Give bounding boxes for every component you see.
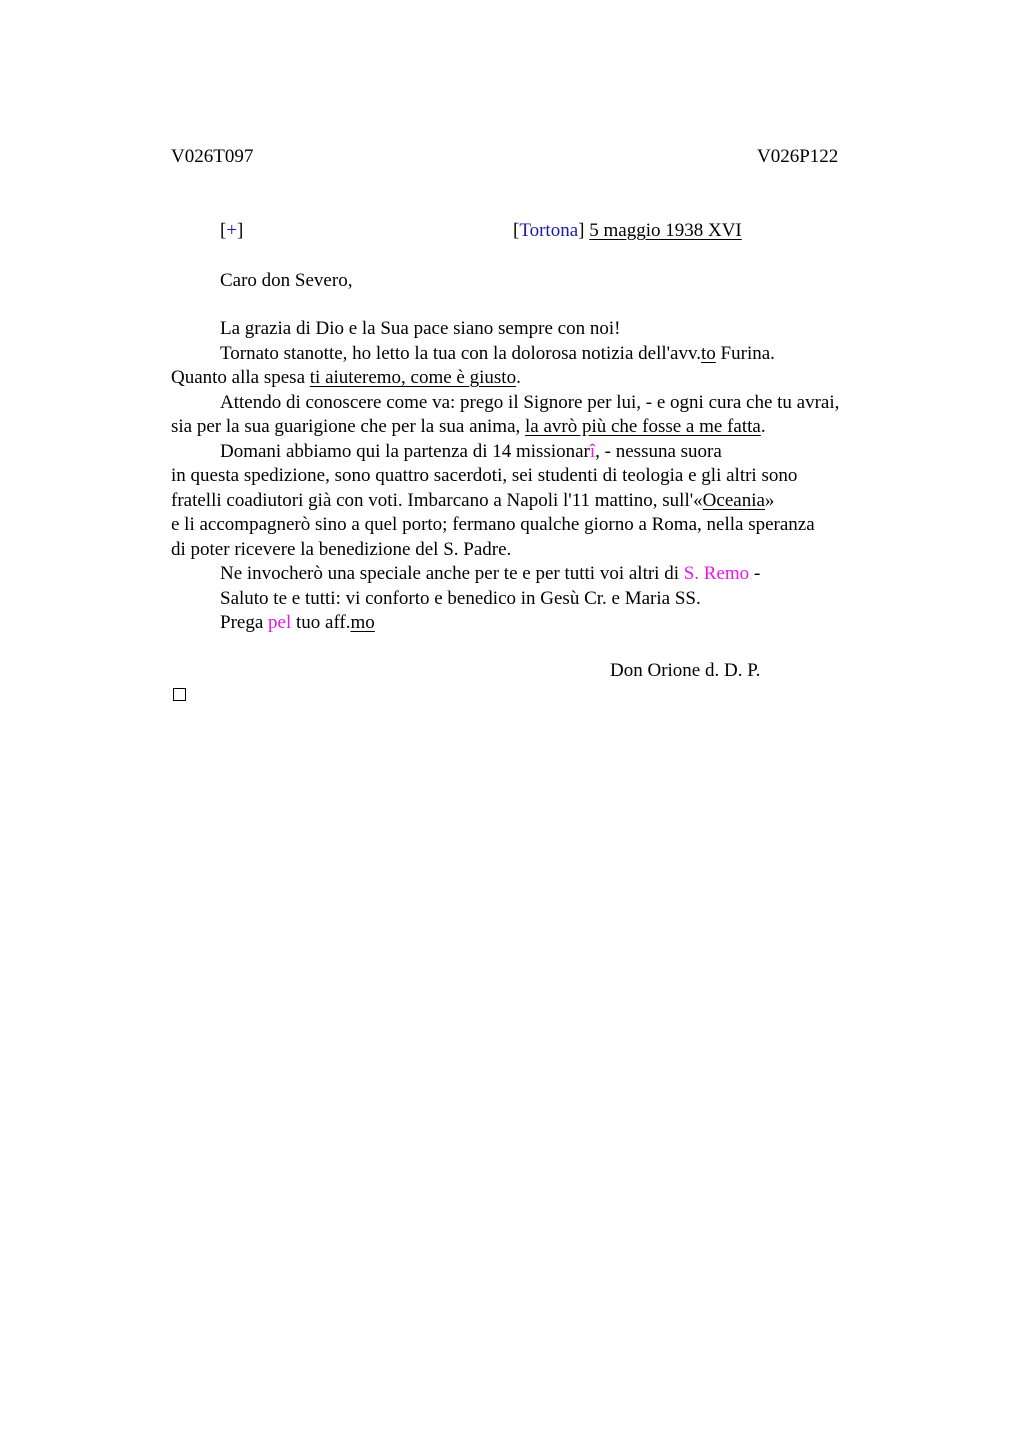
body-line-3-end: . (516, 367, 521, 388)
body-line-10: di poter ricevere la benedizione del S. Padre. (171, 539, 512, 560)
body-line-6-text: Domani abbiamo qui la partenza di 14 missionar (220, 441, 590, 462)
underlined-phrase: la avrò più che fosse a me fatta (525, 416, 761, 437)
body-line-13-text: Prega (220, 612, 269, 633)
signature: Don Orione d. D. P. (610, 660, 761, 681)
body-line-13 (220, 611, 375, 635)
document-code-left: V026T097 (171, 146, 254, 167)
place-date-line: [Tortona] 5 maggio 1938 XVI (513, 220, 742, 241)
place-name-highlight: S. Remo (683, 563, 750, 584)
body-line-5-end: . (760, 416, 766, 437)
body-line-11-end: - (749, 563, 761, 584)
body-line-3 (171, 366, 521, 390)
body-line-11 (220, 562, 760, 586)
body-line-1: La grazia di Dio e la Sua pace siano sempre con noi! (220, 318, 621, 339)
body-line-3-text: Quanto alla spesa (171, 367, 310, 388)
body-line-2-text: Tornato stanotte, ho letto la tua con la dolorosa notizia dell'avv. (220, 343, 702, 364)
body-line-5 (171, 415, 766, 439)
body-line-4: Attendo di conoscere come va: prego il Signore per lui, - e ogni cura che tu avrai, (220, 392, 840, 413)
body-line-2 (220, 342, 775, 366)
letter-date: 5 maggio 1938 XVI (589, 220, 742, 241)
body-line-2-end: Furina. (715, 343, 775, 364)
body-line-5-text: sia per la sua guarigione che per la sua anima, (171, 416, 525, 437)
underlined-phrase: ti aiuteremo, come è giusto (309, 367, 517, 388)
salutation: Caro don Severo, (220, 270, 353, 291)
document-code-right: V026P122 (757, 146, 839, 167)
body-line-7: in questa spedizione, sono quattro sacerdoti, sei studenti di teologia e gli altri sono (171, 465, 798, 486)
body-line-12: Saluto te e tutti: vi conforto e benedico in Gesù Cr. e Maria SS. (220, 588, 701, 609)
editorial-mark: î (589, 441, 596, 462)
body-line-8-text: fratelli coadiutori già con voti. Imbarcano a Napoli l'11 mattino, sull'« (171, 490, 703, 511)
body-line-6-end: , - nessuna suora (595, 441, 722, 462)
abbreviation-superscript: to (701, 343, 716, 364)
abbreviation-superscript: mo (350, 612, 375, 633)
body-line-8-end: » (764, 490, 775, 511)
end-marker-box-icon (173, 688, 186, 701)
body-line-9: e li accompagnerò sino a quel porto; fermano qualche giorno a Roma, nella speranza (171, 514, 815, 535)
body-line-13-mid: tuo aff. (291, 612, 351, 633)
body-line-11-text: Ne invocherò una speciale anche per te e per tutti voi altri di (220, 563, 684, 584)
cross-symbol: + (226, 220, 238, 241)
body-line-8 (171, 489, 774, 513)
place-name: Tortona (519, 220, 579, 241)
cross-mark: [+] (220, 220, 244, 241)
body-line-6 (220, 440, 722, 464)
editorial-highlight: pel (268, 612, 292, 633)
ship-name: Oceania (702, 490, 765, 511)
